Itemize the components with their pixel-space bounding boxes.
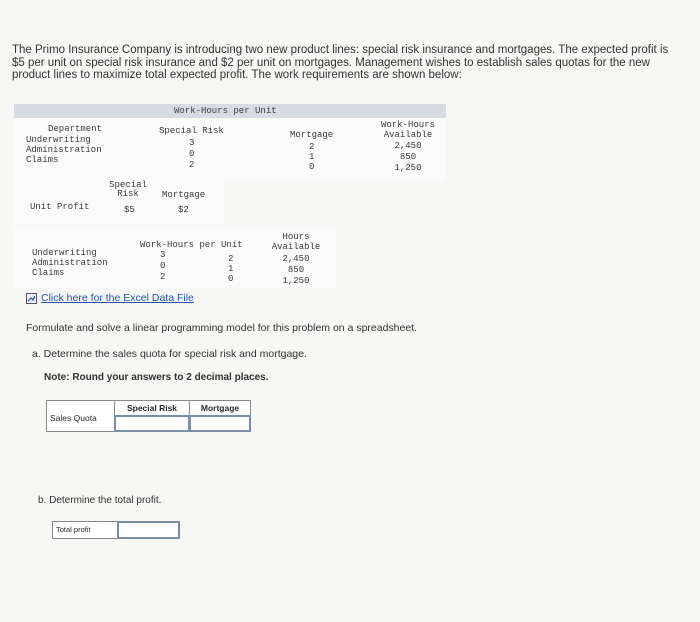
- part-a: a. Determine the sales quota for special risk and mortgage.: [32, 348, 307, 360]
- cell-available: 2,450: [282, 254, 310, 264]
- col-special-risk: Special Risk: [109, 180, 147, 199]
- cell-mortgage: 2: [228, 254, 234, 264]
- row-dept: Administration: [32, 258, 108, 268]
- cell-special: 0: [189, 149, 195, 159]
- instruction: Formulate and solve a linear programming model for this problem on a spreadsheet.: [26, 322, 418, 334]
- cell-mortgage: 1: [228, 264, 234, 274]
- row-dept: Claims: [26, 155, 59, 165]
- cell-mortgage: 0: [228, 274, 234, 284]
- problem-intro: The Primo Insurance Company is introducing two new product lines: special risk insurance and mortgages. The expected profit is $5 per unit on special risk insurance and $2 per unit on mortgages. Management wishes to establish sales quotas for the new product lines to maximize total expected profit. The work requirements are shown below:: [12, 44, 669, 81]
- quota-header-mortgage: Mortgage: [189, 400, 251, 416]
- row-dept: Administration: [26, 145, 102, 155]
- cell-special: 2: [160, 272, 166, 282]
- special-risk-quota-input[interactable]: [114, 415, 190, 432]
- col-department: Department: [48, 124, 103, 134]
- cell-mortgage: 2: [309, 142, 315, 152]
- row-dept: Underwriting: [32, 248, 97, 258]
- cell-available: 850: [399, 152, 417, 162]
- quota-header-special: Special Risk: [114, 400, 190, 416]
- col-work-hours-per-unit: Work-Hours per Unit: [140, 240, 243, 250]
- col-special-risk: Special Risk: [159, 126, 224, 136]
- unit-profit-label: Unit Profit: [30, 202, 90, 212]
- group-header: Work-Hours per Unit: [174, 106, 277, 116]
- excel-link-text[interactable]: Click here for the Excel Data File: [41, 292, 194, 304]
- col-hours-available: Hours Available: [271, 232, 321, 252]
- cell-available: 2,450: [394, 141, 422, 151]
- hours-available-table: [14, 228, 336, 288]
- cell-special: 3: [189, 138, 195, 148]
- part-b: b. Determine the total profit.: [38, 495, 162, 506]
- cell-special: 0: [160, 261, 166, 271]
- cell-available: 1,250: [282, 276, 310, 286]
- unit-profit-mortgage: $2: [178, 205, 189, 215]
- rounding-note: Note: Round your answers to 2 decimal places.: [44, 372, 269, 383]
- mortgage-quota-input[interactable]: [189, 415, 251, 432]
- work-hours-table: [14, 104, 446, 180]
- cell-mortgage: 1: [309, 152, 315, 162]
- total-profit-label: Total profit: [52, 521, 118, 539]
- cell-available: 1,250: [394, 163, 422, 173]
- spreadsheet-icon: [26, 293, 37, 304]
- unit-profit-special: $5: [124, 205, 135, 215]
- total-profit-input[interactable]: [117, 521, 180, 539]
- cell-special: 2: [189, 160, 195, 170]
- col-mortgage: Mortgage: [162, 190, 206, 200]
- cell-special: 3: [160, 250, 166, 260]
- cell-mortgage: 0: [309, 162, 315, 172]
- row-dept: Underwriting: [26, 135, 91, 145]
- excel-link[interactable]: [26, 292, 194, 304]
- quota-row-label: Sales Quota: [46, 400, 115, 432]
- row-dept: Claims: [32, 268, 65, 278]
- col-work-hours-available: Work-Hours Available: [380, 120, 435, 140]
- unit-profit-table: [14, 176, 224, 224]
- col-mortgage: Mortgage: [290, 130, 334, 140]
- cell-available: 850: [287, 265, 305, 275]
